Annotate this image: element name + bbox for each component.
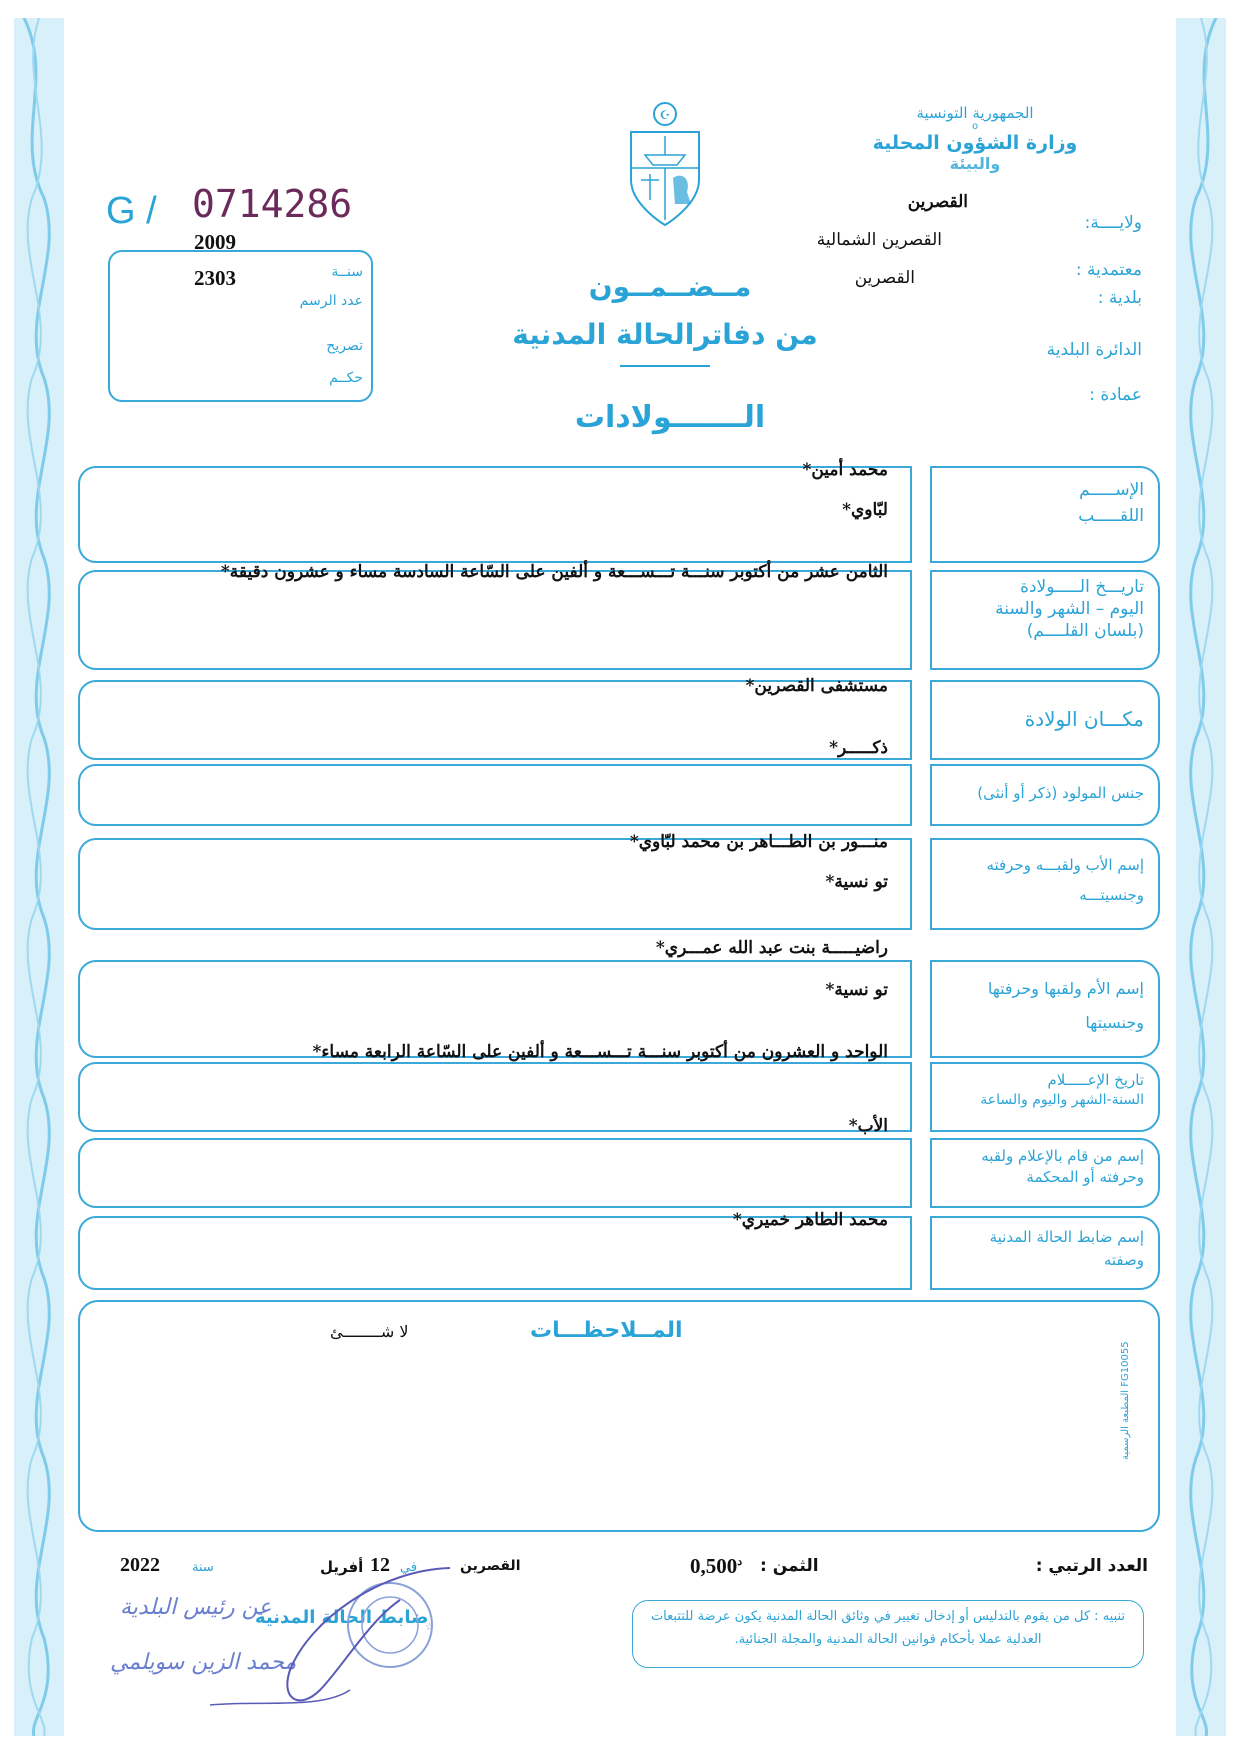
tunisia-coat-of-arms-icon [625, 100, 705, 230]
value-last-name: لبّاوي* [842, 500, 888, 520]
field-sex-box [78, 764, 912, 826]
serial-order-label: العدد الرتبي : [1035, 1556, 1148, 1576]
ministry-line1: وزارة الشؤون المحلية [872, 132, 1078, 154]
registry-declaration-label: تصريح [326, 338, 363, 354]
signature-scribble [200, 1560, 460, 1720]
registry-judgment-label: حكــم [329, 370, 363, 386]
label-birth-date: تاريـــخ الـــــولادة اليوم – الشهر والسنة (بلسان القلــــم) [930, 570, 1160, 670]
price-label: الثمن : [760, 1556, 819, 1576]
serial-number: 0714286 [192, 182, 353, 226]
label-sex: جنس المولود (ذكر أو أنثى) [930, 764, 1160, 826]
issue-day: 12 [370, 1554, 390, 1576]
issue-year-label: سنة [192, 1560, 214, 1575]
label-name: الإســـــم اللقـــــب [930, 466, 1160, 563]
remarks-value: لا شــــــــئ [330, 1322, 409, 1341]
label-mother: إسم الأم ولقبها وحرفتها وجنسيتها [930, 960, 1160, 1058]
label-officer: إسم ضابط الحالة المدنية وصفته [930, 1216, 1160, 1290]
delegation-value: القصرين الشمالية [816, 230, 942, 250]
signature-title: عن رئيس البلدية [120, 1595, 272, 1620]
remarks-label: المــلاحظـــات [530, 1318, 683, 1343]
municipality-label: بلدية : [1097, 288, 1142, 308]
signature-name: محمد الزين سويلمي [110, 1650, 297, 1675]
value-father-nationality: تو نسية* [825, 872, 888, 892]
field-name-box [78, 466, 912, 563]
value-officer: محمد الطاهر خميري* [732, 1210, 888, 1230]
value-sex: ذكـــــر* [829, 738, 888, 758]
value-mother-nationality: تو نسية* [825, 980, 888, 1000]
delegation-label: معتمدية : [1075, 260, 1142, 280]
field-declarant-box [78, 1138, 912, 1208]
registry-act-number-value: 2303 [194, 266, 236, 290]
guilloche-border-left [14, 18, 64, 1736]
value-father-name: منـــور بن الطـــاهر بن محمد لبّاوي* [629, 832, 888, 852]
warning-text: تنبيه : كل من يقوم بالتدليس أو إدخال تغيير في وثائق الحالة المدنية يكون عرضة للتتبعات العدلية عملا بأحكام قوانين الحالة المدنية والمجلة الجنائية. [650, 1609, 1126, 1647]
republic-name: الجمهورية التونسية [916, 104, 1034, 122]
registry-year-label: سنــة [331, 264, 363, 280]
issue-place: القصرين [460, 1558, 521, 1574]
governorate-label: ولايــــة: [1084, 213, 1142, 233]
printer-mark: المطبعة الرسمية FG10055 [1120, 1341, 1131, 1460]
registry-year-value: 2009 [194, 230, 236, 254]
label-birth-place: مكـــان الولادة [930, 680, 1160, 760]
section-title: الـــــــولادات [574, 400, 766, 435]
document-title-line2: من دفاترالحالة المدنية [512, 318, 818, 351]
value-first-name: محمد أمين* [802, 460, 888, 480]
svg-text:☆: ☆ [425, 1622, 434, 1633]
issue-year: 2022 [120, 1554, 160, 1576]
guilloche-border-right [1176, 18, 1226, 1736]
value-declarant: الأب* [848, 1116, 888, 1136]
price-value: $0,500^د$ [690, 1554, 743, 1578]
issue-on-label: في [400, 1560, 418, 1575]
label-declaration-date: تاريخ الإعـــــلام السنة-الشهر واليوم والساعة [930, 1062, 1160, 1132]
document-title-line1: مــضــمــون [588, 270, 752, 303]
label-declarant: إسم من قام بالإعلام ولقبه وحرفته أو المحكمة [930, 1138, 1160, 1208]
municipal-district-label: الدائرة البلدية [1046, 340, 1142, 360]
header-separator: o [971, 121, 979, 132]
issuer-header [860, 104, 1090, 173]
value-birth-date: الثامن عشر من أكتوبر سنـــة تـــســـعة و ألفين على السّاعة السادسة مساء و عشرون دقيقة* [220, 562, 888, 582]
label-father: إسم الأب ولقبـــه وحرفته وجنسيتـــه [930, 838, 1160, 930]
municipality-value: القصرين [854, 268, 915, 288]
value-mother-name: راضيـــــة بنت عبد الله عمـــري* [655, 938, 888, 958]
value-declaration-date: الواحد و العشرون من أكتوبر سنـــة تـــســـعة و ألفين على السّاعة الرابعة مساء* [312, 1042, 888, 1062]
field-birth-date-box [78, 570, 912, 670]
field-declaration-date-box [78, 1062, 912, 1132]
signature-role: ضابط الحالة المدنية [255, 1607, 429, 1628]
svg-text:☪: ☪ [659, 108, 671, 122]
governorate-value: القصرين [907, 192, 968, 212]
serial-prefix: G / [106, 190, 157, 232]
sector-label: عمادة : [1089, 385, 1142, 405]
title-underline [620, 365, 710, 367]
value-birth-place: مستشفى القصرين* [745, 676, 888, 696]
issue-month: أفريل [320, 1558, 364, 1576]
registry-act-number-label: عدد الرسم [299, 293, 363, 309]
ministry-line2: والبيئة [949, 154, 1001, 173]
